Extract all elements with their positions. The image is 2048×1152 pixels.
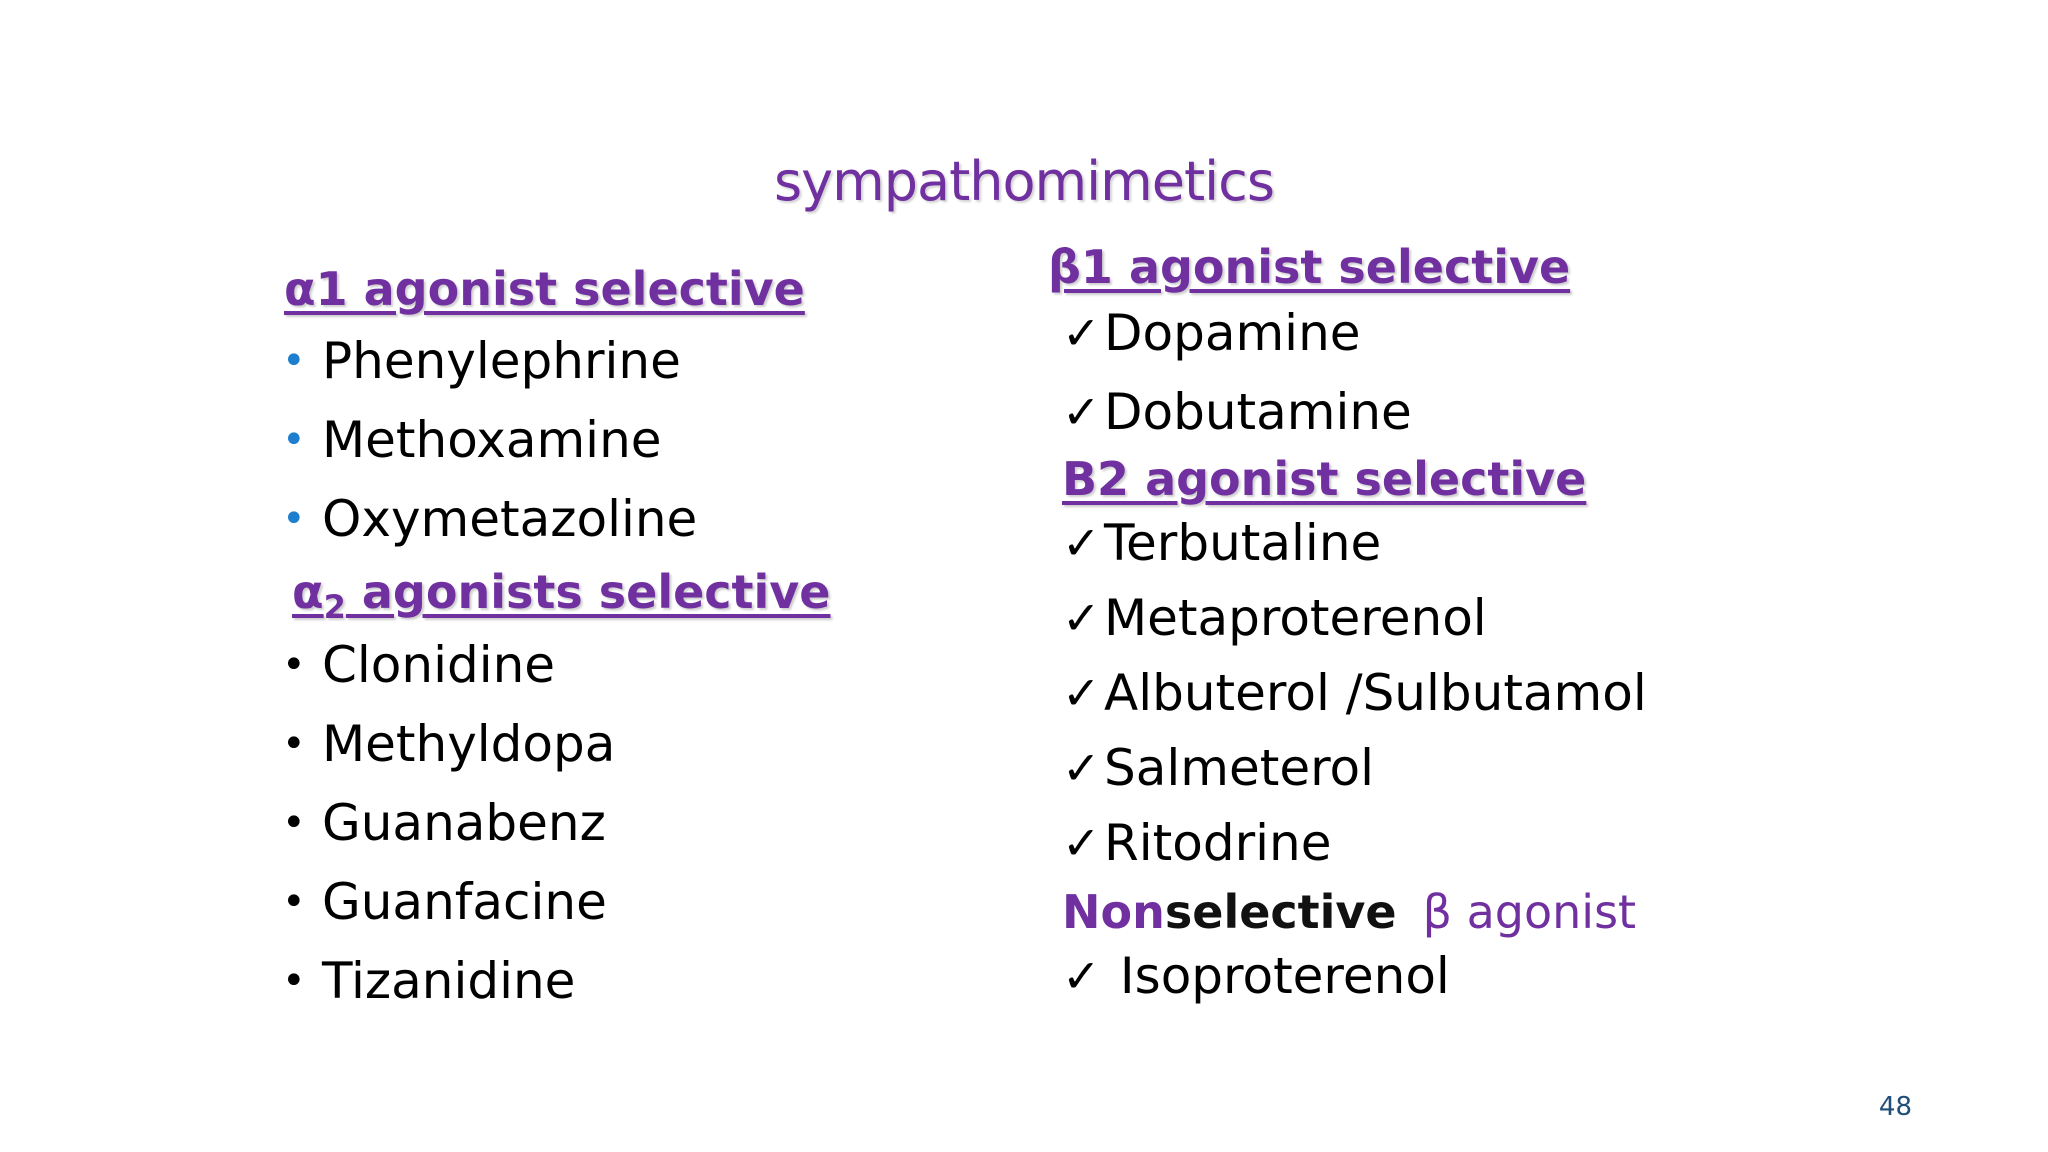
drug-name: Methyldopa bbox=[322, 715, 616, 774]
alpha2-heading bbox=[292, 565, 831, 626]
list-item bbox=[282, 784, 831, 863]
alpha2-heading-rest: agonists selective bbox=[345, 565, 831, 619]
alpha2-heading-subscript: 2 bbox=[323, 588, 346, 627]
checkmark-icon: ✓ bbox=[1062, 306, 1101, 360]
alpha1-heading: α1 agonist selective bbox=[284, 262, 805, 316]
checkmark-icon: ✓ bbox=[1062, 816, 1101, 870]
slide-title: sympathomimetics bbox=[774, 150, 1274, 213]
drug-name: Oxymetazoline bbox=[322, 490, 698, 548]
list-item bbox=[1062, 656, 1647, 731]
drug-name: Dobutamine bbox=[1104, 383, 1412, 441]
list-item bbox=[1062, 731, 1647, 806]
drug-name: Guanabenz bbox=[322, 794, 606, 853]
nonselective-heading bbox=[1062, 885, 1647, 939]
drug-name: Terbutaline bbox=[1104, 514, 1382, 572]
alpha2-heading-prefix: α bbox=[292, 565, 324, 619]
list-item bbox=[282, 705, 831, 784]
drug-name: Guanfacine bbox=[322, 873, 607, 932]
checkmark-icon: ✓ bbox=[1062, 516, 1101, 570]
page-number: 48 bbox=[1878, 1092, 1912, 1122]
list-item bbox=[282, 480, 831, 559]
checkmark-icon: ✓ bbox=[1062, 666, 1101, 720]
drug-name: Ritodrine bbox=[1104, 814, 1332, 872]
list-item bbox=[282, 626, 831, 705]
list-item bbox=[282, 401, 831, 480]
drug-name: Albuterol /Sulbutamol bbox=[1104, 664, 1647, 722]
checkmark-icon: ✓ bbox=[1062, 591, 1101, 645]
list-item bbox=[1062, 294, 1647, 373]
nonselective-prefix: Non bbox=[1062, 885, 1165, 939]
bullet-icon: • bbox=[282, 800, 306, 847]
bullet-icon: • bbox=[282, 417, 306, 463]
right-column bbox=[1048, 240, 1647, 1014]
bullet-icon: • bbox=[282, 958, 306, 1005]
nonselective-word: selective bbox=[1164, 885, 1397, 939]
list-item bbox=[1062, 939, 1647, 1014]
bullet-icon: • bbox=[282, 879, 306, 926]
beta2-heading: B2 agonist selective bbox=[1062, 452, 1587, 506]
bullet-icon: • bbox=[282, 642, 306, 689]
list-item bbox=[282, 863, 831, 942]
drug-name: Phenylephrine bbox=[322, 332, 681, 390]
list-item bbox=[1062, 506, 1647, 581]
list-item bbox=[282, 322, 831, 401]
list-item bbox=[1062, 373, 1647, 452]
drug-name: Isoproterenol bbox=[1104, 947, 1450, 1005]
drug-name: Dopamine bbox=[1104, 304, 1361, 362]
drug-name: Clonidine bbox=[322, 636, 556, 695]
drug-name: Tizanidine bbox=[322, 952, 576, 1011]
left-column bbox=[282, 262, 831, 1021]
checkmark-icon: ✓ bbox=[1062, 949, 1101, 1003]
drug-name: Metaproterenol bbox=[1104, 589, 1487, 647]
list-item bbox=[282, 942, 831, 1021]
nonselective-beta: β agonist bbox=[1422, 885, 1637, 939]
bullet-icon: • bbox=[282, 338, 306, 384]
checkmark-icon: ✓ bbox=[1062, 385, 1101, 439]
beta1-heading: β1 agonist selective bbox=[1048, 240, 1571, 294]
list-item bbox=[1062, 806, 1647, 881]
bullet-icon: • bbox=[282, 496, 306, 542]
drug-name: Methoxamine bbox=[322, 411, 662, 469]
bullet-icon: • bbox=[282, 721, 306, 768]
checkmark-icon: ✓ bbox=[1062, 741, 1101, 795]
drug-name: Salmeterol bbox=[1104, 739, 1375, 797]
list-item bbox=[1062, 581, 1647, 656]
